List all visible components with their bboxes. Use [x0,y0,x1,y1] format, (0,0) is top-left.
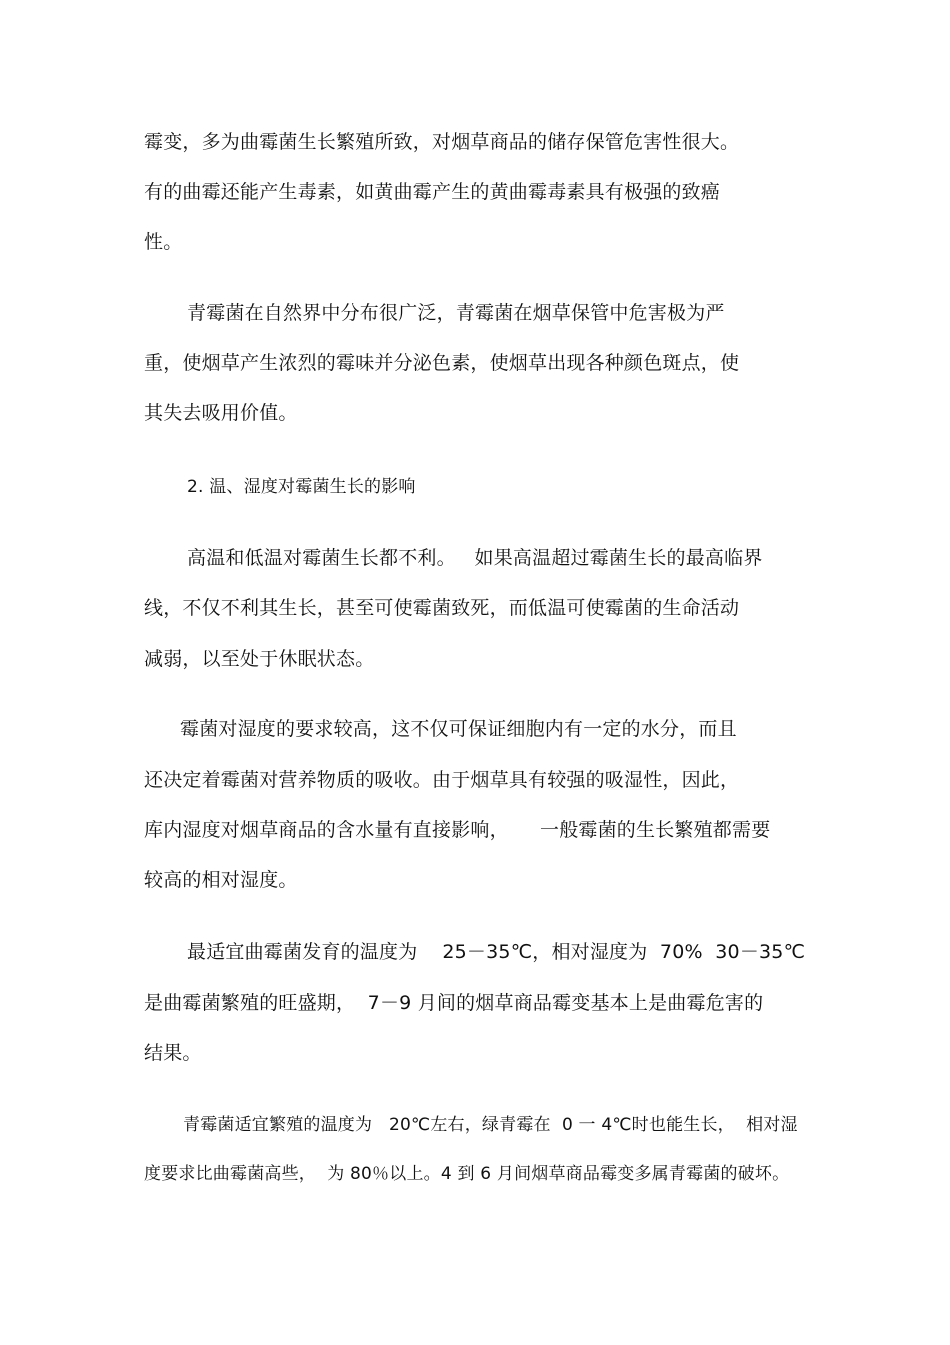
paragraph-4-line-3: 库内湿度对烟草商品的含水量有直接影响， 一般霉菌的生长繁殖都需要 [144,819,771,841]
paragraph-1-line-1: 霉变，多为曲霉菌生长繁殖所致，对烟草商品的储存保管危害性很大。 [144,131,740,153]
paragraph-5-line-2: 是曲霉菌繁殖的旺盛期， 7－9 月间的烟草商品霉变基本上是曲霉危害的 [144,992,764,1014]
paragraph-2-line-2: 重，使烟草产生浓烈的霉味并分泌色素，使烟草出现各种颜色斑点，使 [144,352,740,374]
paragraph-1-line-3: 性。 [144,231,183,253]
paragraph-6-line-2: 度要求比曲霉菌高些， 为 80％以上。4 到 6 月间烟草商品霉变多属青霉菌的破坏。 [144,1164,790,1184]
paragraph-1-line-2: 有的曲霉还能产生毒素，如黄曲霉产生的黄曲霉毒素具有极强的致癌 [144,181,721,203]
paragraph-6-line-1: 青霉菌适宜繁殖的温度为 20℃左右，绿青霉在 0 一 4℃时也能生长， 相对湿 [183,1115,798,1135]
paragraph-3-line-2: 线，不仅不利其生长，甚至可使霉菌致死，而低温可使霉菌的生命活动 [144,597,740,619]
paragraph-2-line-1: 青霉菌在自然界中分布很广泛，青霉菌在烟草保管中危害极为严 [187,302,725,324]
paragraph-5-line-3: 结果。 [144,1042,202,1064]
paragraph-2-line-3: 其失去吸用价值。 [144,402,298,424]
paragraph-4-line-4: 较高的相对湿度。 [144,869,298,891]
paragraph-4-line-1: 霉菌对湿度的要求较高，这不仅可保证细胞内有一定的水分，而且 [180,718,737,740]
paragraph-5-line-1: 最适宜曲霉菌发育的温度为 25－35℃，相对湿度为 70% 30－35℃ [187,941,806,963]
section-heading: 2. 温、湿度对霉菌生长的影响 [187,477,416,497]
paragraph-3-line-3: 减弱，以至处于休眠状态。 [144,648,375,670]
paragraph-3-line-1: 高温和低温对霉菌生长都不利。 如果高温超过霉菌生长的最高临界 [187,547,763,569]
paragraph-4-line-2: 还决定着霉菌对营养物质的吸收。由于烟草具有较强的吸湿性，因此， [144,769,740,791]
